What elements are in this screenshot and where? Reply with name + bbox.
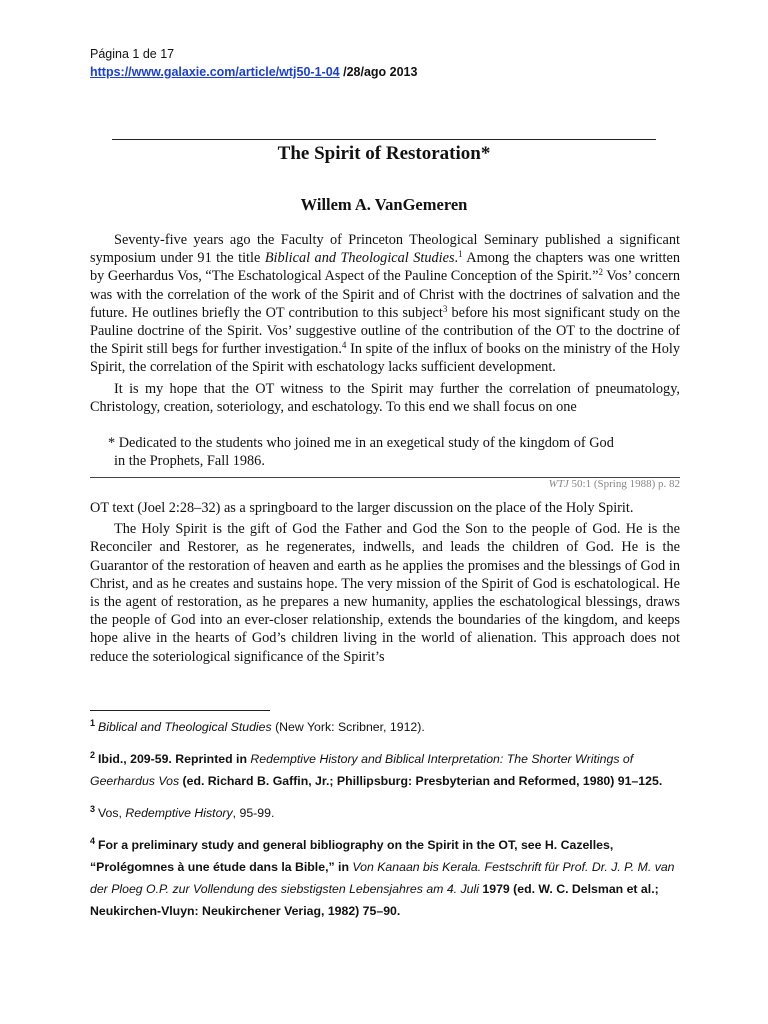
footnote-3: $^3$ Vos, Redemptive History, 95-99. [90,804,275,820]
book-title: Biblical and Theological Studies [264,250,455,267]
paragraph-3: OT text (Joel 2:28–32) as a springboard to the larger discussion on the place of the Holy Spirit. [90,500,634,516]
article-author: Willem A. VanGemeren [300,195,468,214]
journal-citation: WTJ 50:1 (Spring 1988) p. 82 [548,478,680,490]
footnote-ref[interactable]: 4 [341,340,347,351]
footnote-ref[interactable]: 3 [442,303,448,314]
body-lower [90,499,680,666]
access-date: /28/ago 2013 [339,65,418,79]
paragraph-1: Seventy-five years ago the Faculty of Princeton Theological Seminary published a significant symposium under 91 the title Biblical and Theological Studies.$^1$ Among the chapters was one written by Geerhardus Vos, “The Eschatological Aspect of the Pauline Conception of the Spirit.”$^2$ Vos’ concern was with the correlation of the work of the Spirit and of Christ with the doctrines of salvation and the future. He outlines briefly the OT contribution to this subject$^3$ before his most significant study on the Pauline doctrine of the Spirit. Vos’ suggestive outline of the contribution of the OT to the doctrine of the Spirit still begs for further investigation.$^4$ In spite of the influx of books on the ministry of the Holy Spirit, the correlation of the Spirit with eschatology lacks sufficient development. [90,232,681,376]
footnote-ref[interactable]: 1 [458,249,463,260]
footnote-ref[interactable]: 2 [598,267,603,278]
body-upper [90,231,680,416]
title-rule [112,139,656,140]
dedication-note: * Dedicated to the students who joined me in an exegetical study of the kingdom of God in the Prophets, Fall 1986. [108,435,614,470]
article-link[interactable]: https://www.galaxie.com/article/wtj50-1-04 [90,65,340,79]
footnote-1: $^1$ Biblical and Theological Studies (New York: Scribner, 1912). [90,718,425,734]
paragraph-4: The Holy Spirit is the gift of God the Father and God the Son to the people of God. He is the Reconciler and Restorer, as he regenerates, indwells, and leads the children of God. He is the Guarantor of the restoration of heaven and earth as he applies the promises and the blessings of God in Christ, and as he creates and sustains hope. The very mission of the Spirit of God is eschatological. He is the agent of restoration, as he prepares a new humanity, applies the eschatological blessings, draws the people of God into an ever-closer relationship, extends the boundaries of the kingdom, and keeps hope alive in the hearts of God’s children living in the world of alienation. This approach does not reduce the soteriological significance of the Spirit’s [90,521,680,665]
source-line [90,64,417,80]
paragraph-2: It is my hope that the OT witness to the Spirit may further the correlation of pneumatology, Christology, creation, soteriology, and eschatology. To this end we shall focus on one [90,380,680,415]
page-indicator: Página 1 de 17 [90,47,175,61]
article-title: The Spirit of Restoration* [277,143,491,164]
footnote-rule [90,710,270,711]
footnote-2: $^2$ Ibid., 209-59. Reprinted in Redemptive History and Biblical Interpretation: The Shorter Writings of Geerhardus Vos (ed. Richard B. Gaffin, Jr.; Phillipsburg: Presbyterian and Reformed, 1980) 91–125. [90,750,663,788]
footnote-4: $^4$ For a preliminary study and general bibliography on the Spirit in the OT, see H. Cazelles, “Prolégomnes à une étude dans la Bible,” in Von Kanaan bis Kerala. Festschrift für Prof. Dr. J. P. M. van der Ploeg O.P. zur Vollendung des siebstigsten Lebensjahres am 4. Juli 1979 (ed. W. C. Delsman et al.; Neukirchen-Vluyn: Neukirchener Veriag, 1982) 75–90. [90,836,675,918]
